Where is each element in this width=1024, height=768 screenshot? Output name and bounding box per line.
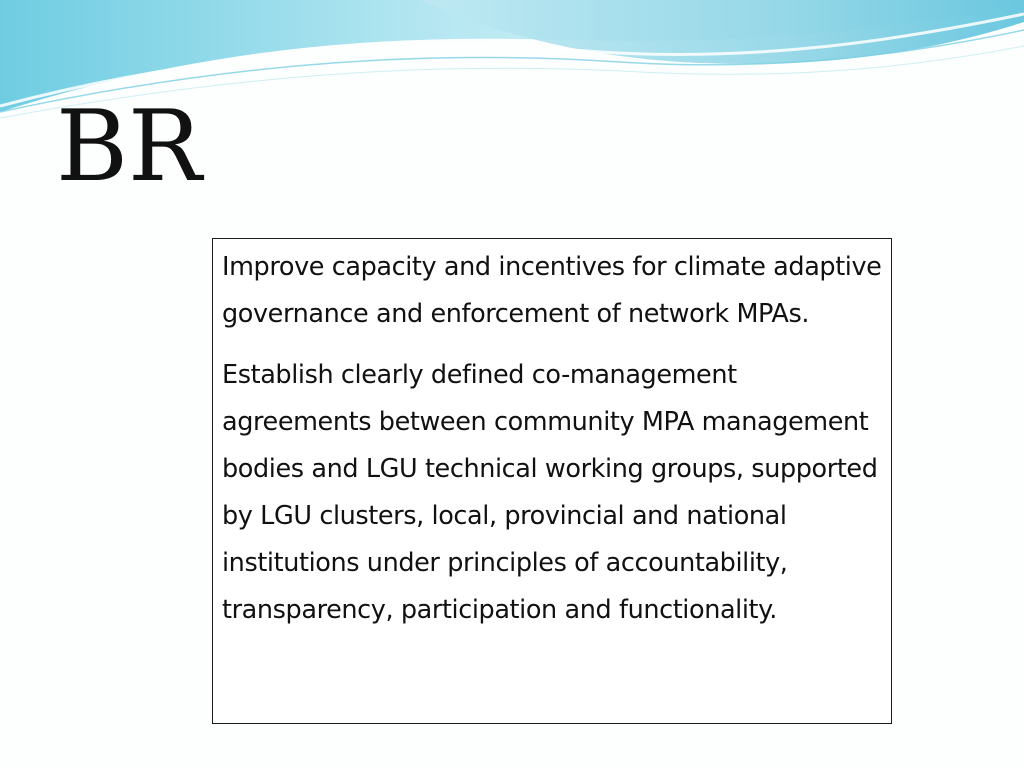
content-box	[212, 238, 892, 724]
paragraph-capacity: Improve capacity and incentives for climate adaptive governance and enforcement of network MPAs.	[222, 252, 882, 329]
slide-title: BR	[56, 90, 202, 204]
paragraph-co-management: Establish clearly defined co-management agreements between community MPA management bodies and LGU technical working groups, supported by LGU clusters, local, provincial and national institutions under principles of accountability, transparency, participation and functionality.	[222, 360, 878, 625]
